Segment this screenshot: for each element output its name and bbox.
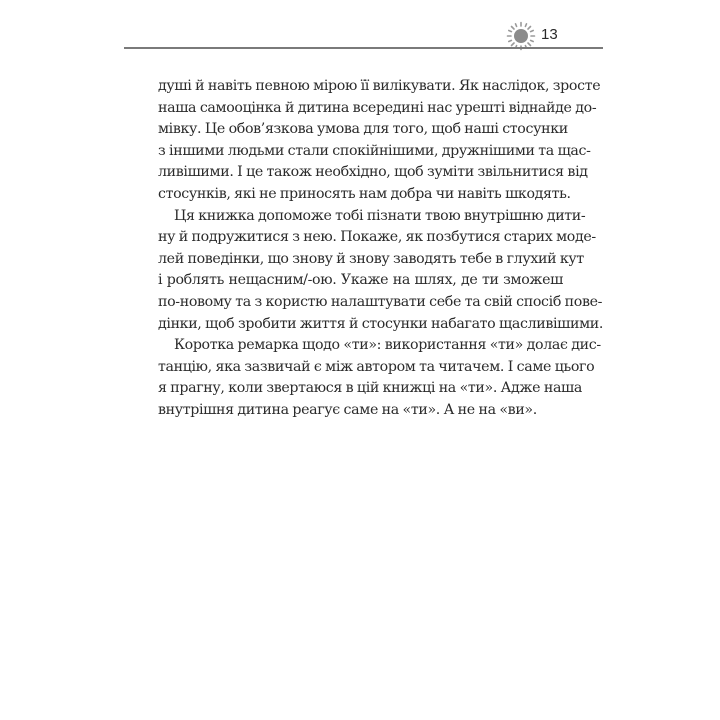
text-line: мівку. Це обов’язкова умова для того, щоб наші стосунки bbox=[158, 121, 568, 138]
text-line: внутрішня дитина реагує саме на «ти». А не на «ви». bbox=[158, 401, 537, 418]
page-number: 13 bbox=[541, 26, 558, 43]
text-line: наша самооцінка й дитина всередині нас урешті віднайде до- bbox=[158, 99, 597, 116]
body-text bbox=[158, 76, 604, 422]
text-line: ну й подружитися з нею. Покаже, як позбутися старих моде- bbox=[158, 229, 596, 246]
text-line: я прагну, коли звертаюся в цій книжці на «ти». Адже наша bbox=[158, 380, 583, 397]
text-line: Ця книжка допоможе тобі пізнати твою внутрішню дити- bbox=[174, 207, 586, 224]
text-line: ливішими. І це також необхідно, щоб зуміти звільнитися від bbox=[158, 164, 588, 181]
text-line: душі й навіть певною мірою її вилікувати. Як наслідок, зросте bbox=[158, 78, 601, 94]
text-line: по-новому та з користю налаштувати себе та свій спосіб пове- bbox=[158, 293, 603, 310]
header-rule bbox=[124, 47, 603, 49]
text-line: дінки, щоб зробити життя й стосунки набагато щасливішими. bbox=[158, 315, 604, 332]
text-line: лей поведінки, що знову й знову заводять тебе в глухий кут bbox=[158, 250, 584, 267]
text-line: і роблять нещасним/-ою. Укаже на шлях, де ти зможеш bbox=[158, 272, 563, 289]
text-line: з іншими людьми стали спокійнішими, дружнішими та щас- bbox=[158, 142, 591, 159]
text-line: танцію, яка зазвичай є між автором та читачем. І саме цього bbox=[158, 358, 595, 375]
text-line: стосунків, які не приносять нам добра чи навіть шкодять. bbox=[158, 185, 571, 202]
text-line: Коротка ремарка щодо «ти»: використання «ти» долає дис- bbox=[174, 337, 601, 354]
